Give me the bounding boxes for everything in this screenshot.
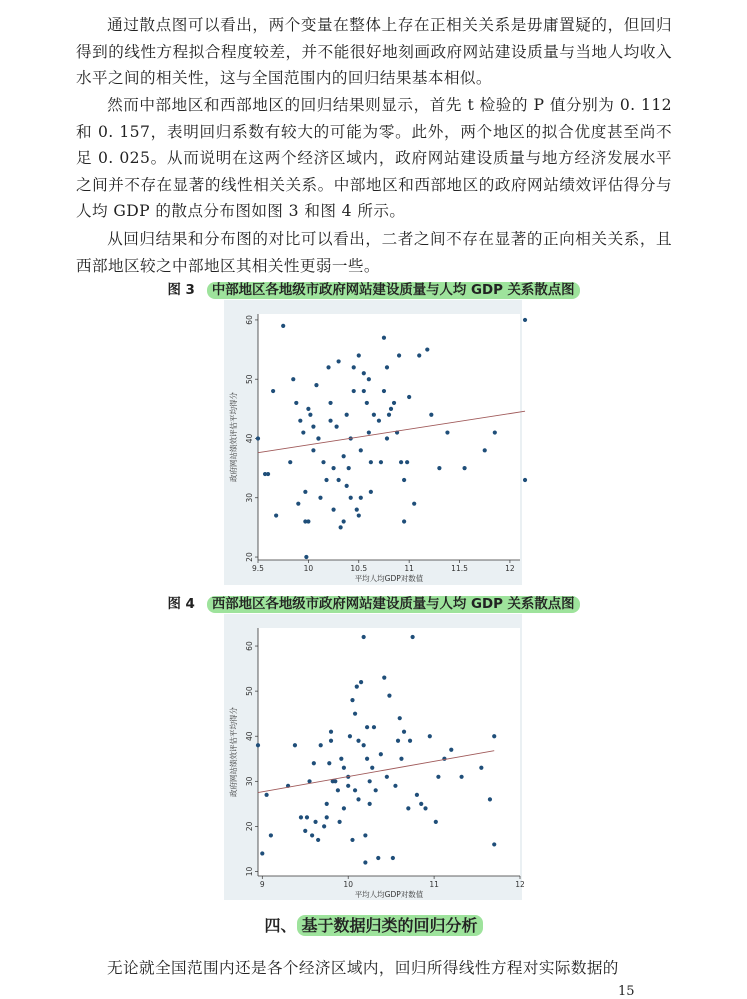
x-tick-label: 11 [404,564,414,573]
data-point [335,425,339,429]
data-point [372,725,376,729]
data-point [392,401,396,405]
x-axis-title: 平均人均GDP对数值 [354,574,424,583]
data-point [294,401,298,405]
data-point [319,743,323,747]
data-point [325,802,329,806]
y-tick-label: 20 [245,821,254,832]
data-point [306,519,310,523]
paragraph-4: 无论就全国范围内还是各个经济区域内，回归所得线性方程对实际数据的 [107,959,619,977]
data-point [331,508,335,512]
data-point [325,815,329,819]
data-point [337,478,341,482]
data-point [362,389,366,393]
y-axis-title: 政府网站绩效评估平均得分 [229,707,238,797]
y-tick-label: 30 [245,492,254,503]
data-point [298,419,302,423]
x-tick-label: 12 [505,564,515,573]
data-point [306,407,310,411]
data-point [445,430,449,434]
data-point [368,779,372,783]
data-point [326,365,330,369]
data-point [303,490,307,494]
data-point [359,680,363,684]
section-number: 四、 [264,916,297,935]
data-point [389,407,393,411]
data-point [376,856,380,860]
data-point [359,496,363,500]
data-point [382,676,386,680]
x-tick-label: 11.5 [451,564,468,573]
data-point [356,739,360,743]
data-point [318,496,322,500]
data-point [352,389,356,393]
data-point [379,752,383,756]
data-point [523,318,527,322]
data-point [419,802,423,806]
data-point [301,430,305,434]
y-tick-label: 40 [245,731,254,741]
paragraph-3: 从回归结果和分布图的对比可以看出，二者之间不存在显著的正向相关关系，且西部地区较之中部地区其相关性更弱一些。 [76,230,672,275]
data-point [314,383,318,387]
figure-3-svg [224,300,522,585]
data-point [379,460,383,464]
data-point [449,748,453,752]
data-point [342,519,346,523]
paragraph-2: 然而中部地区和西部地区的回归结果则显示，首先 t 检验的 P 值分别为 0. 112 和 0. 157，表明回归系数有较大的可能为零。此外，两个地区的拟合优度甚至尚不足 0. 025。从而说明在这两个经济区域内，政府网站建设质量与地方经济发展水平之间并不存在显著的线性相关关系。中部地区和西部地区的政府网站绩效评估得分与人均 GDP 的散点分布图如图 3 和图 4 所示。 [76,96,672,220]
data-point [423,806,427,810]
figure-4-title: 西部地区各地级市政府网站建设质量与人均 GDP 关系散点图 [207,596,580,613]
data-point [488,797,492,801]
y-tick-label: 40 [245,433,254,444]
x-tick-label: 10 [343,880,353,889]
data-point [357,353,361,357]
x-tick-label: 10 [303,564,314,573]
data-point [316,838,320,842]
data-point [355,685,359,689]
data-point [356,797,360,801]
data-point [493,430,497,434]
data-point [412,502,416,506]
data-point [442,757,446,761]
figure-3-chart [224,300,522,585]
data-point [328,401,332,405]
data-point [355,508,359,512]
data-point [321,460,325,464]
y-tick-label: 30 [245,776,254,787]
data-point [411,635,415,639]
plot-area [258,628,520,876]
x-tick-label: 9 [259,880,265,889]
data-point [281,324,285,328]
data-point [269,833,273,837]
data-point [399,460,403,464]
data-point [311,448,315,452]
data-point [397,353,401,357]
data-point [357,513,361,517]
data-point [370,766,374,770]
data-point [367,430,371,434]
data-point [311,425,315,429]
data-point [393,784,397,788]
data-point [305,815,309,819]
data-point [336,788,340,792]
data-point [266,472,270,476]
data-point [348,734,352,738]
data-point [523,478,527,482]
page-number: 15 [618,984,635,999]
data-point [350,838,354,842]
data-point [328,419,332,423]
data-point [271,389,275,393]
data-point [387,694,391,698]
data-point [492,842,496,846]
data-point [402,519,406,523]
data-point [387,413,391,417]
data-point [407,395,411,399]
figure-4-caption [0,593,747,612]
data-point [408,739,412,743]
data-point [345,413,349,417]
data-point [353,712,357,716]
data-point [459,775,463,779]
data-point [346,784,350,788]
data-point [368,802,372,806]
data-point [365,725,369,729]
data-point [329,739,333,743]
data-point [359,448,363,452]
data-point [342,766,346,770]
x-tick-label: 11 [429,880,439,889]
data-point [385,775,389,779]
data-point [402,478,406,482]
data-point [288,460,292,464]
data-point [256,436,260,440]
y-tick-label: 60 [245,641,254,651]
x-tick-label: 10.5 [350,564,368,573]
x-tick-label: 12 [515,880,525,889]
data-point [415,793,419,797]
figure-4-label: 图 4 [167,597,195,612]
data-point [264,793,268,797]
data-point [353,788,357,792]
data-point [406,806,410,810]
data-point [347,466,351,470]
data-point [372,413,376,417]
data-point [492,734,496,738]
data-point [377,419,381,423]
data-point [382,336,386,340]
data-point [479,766,483,770]
data-point [338,820,342,824]
data-point [362,743,366,747]
data-point [333,779,337,783]
data-point [296,502,300,506]
data-point [260,851,264,855]
data-point [313,820,317,824]
data-point [462,466,466,470]
data-point [405,460,409,464]
paragraph-1: 通过散点图可以看出，两个变量在整体上存在正相关关系是毋庸置疑的，但回归得到的线性方程拟合程度较差，并不能很好地刻画政府网站建设质量与当地人均收入水平之间的相关性，这与全国范围内的回归结果基本相似。 [76,16,672,87]
data-point [437,466,441,470]
data-point [425,347,429,351]
data-point [324,478,328,482]
data-point [365,401,369,405]
plot-area [258,314,520,560]
data-point [396,739,400,743]
data-point [428,734,432,738]
data-point [350,698,354,702]
data-point [382,389,386,393]
data-point [369,460,373,464]
data-point [339,757,343,761]
figure-4-svg [224,614,525,900]
y-tick-label: 50 [245,374,254,384]
figure-3-label: 图 3 [167,283,195,298]
figure-3-caption [0,279,747,298]
data-point [337,359,341,363]
data-point [342,806,346,810]
y-tick-label: 50 [245,686,254,696]
data-point [329,730,333,734]
x-tick-label: 9.5 [252,564,264,573]
data-point [391,856,395,860]
y-tick-label: 10 [245,866,254,877]
data-point [399,757,403,761]
section-heading [0,913,747,936]
data-point [402,730,406,734]
data-point [369,490,373,494]
y-tick-label: 20 [245,552,254,562]
data-point [367,377,371,381]
data-point [293,743,297,747]
x-axis-title: 平均人均GDP对数值 [354,890,424,899]
data-point [352,365,356,369]
data-point [274,513,278,517]
data-point [385,365,389,369]
data-point [291,377,295,381]
data-point [327,761,331,765]
data-point [304,555,308,559]
data-point [331,466,335,470]
data-point [256,743,260,747]
data-point [374,788,378,792]
figure-4-chart [224,614,525,900]
data-point [310,833,314,837]
data-point [349,496,353,500]
data-point [342,454,346,458]
data-point [322,824,326,828]
data-point [365,757,369,761]
data-point [316,436,320,440]
data-point [363,860,367,864]
data-point [429,413,433,417]
data-point [398,716,402,720]
data-point [308,413,312,417]
data-point [385,436,389,440]
data-point [436,775,440,779]
y-axis-title: 政府网站绩效评估平均得分 [229,392,238,482]
data-point [363,833,367,837]
y-tick-label: 60 [245,315,254,325]
data-point [339,525,343,529]
data-point [299,815,303,819]
data-point [362,635,366,639]
section-title: 基于数据归类的回归分析 [297,915,483,936]
data-point [345,484,349,488]
data-point [434,820,438,824]
figure-3-title: 中部地区各地级市政府网站建设质量与人均 GDP 关系散点图 [207,282,580,299]
data-point [362,371,366,375]
data-point [483,448,487,452]
data-point [303,829,307,833]
data-point [312,761,316,765]
data-point [417,353,421,357]
